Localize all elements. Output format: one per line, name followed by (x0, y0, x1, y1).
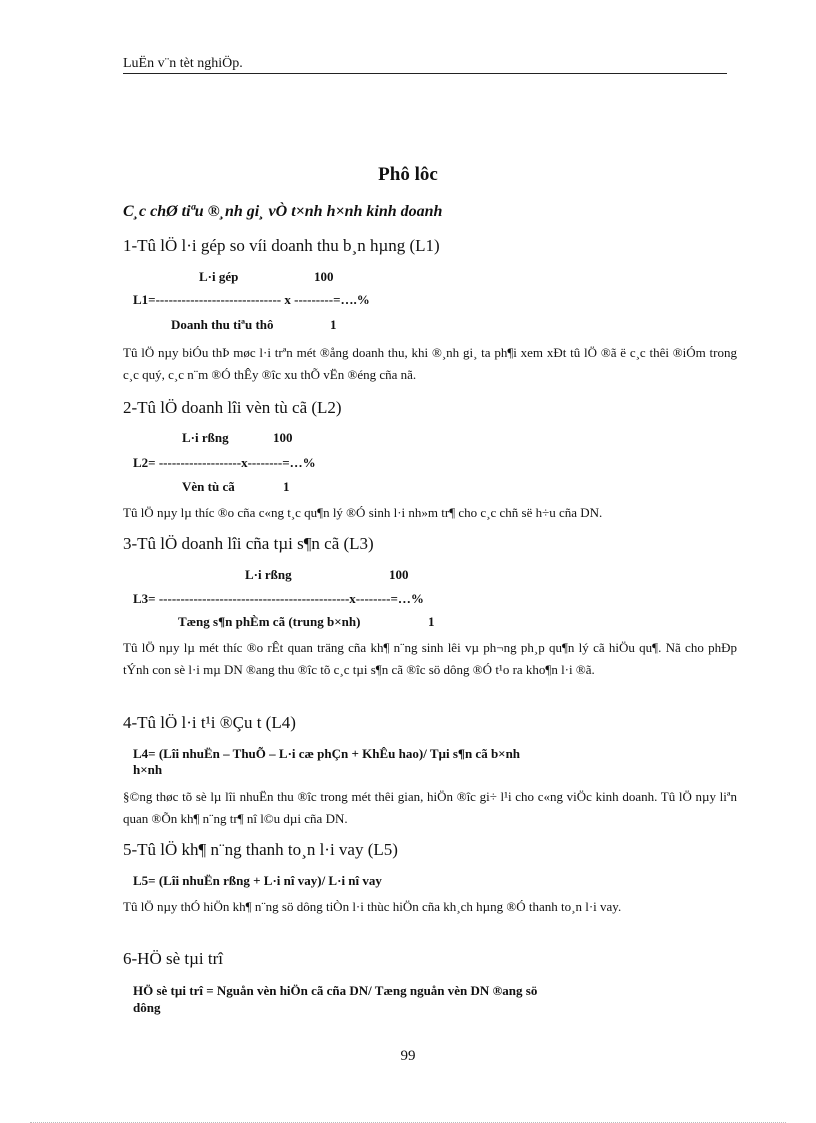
formula-l2-den-factor: 1 (283, 479, 290, 494)
formula-l3-num-factor: 100 (389, 567, 409, 582)
formula-l1-denominator: Doanh thu tiªu thô (171, 317, 274, 332)
paragraph-l1: Tû lÖ nµy biÓu thÞ møc l·i trªn mét ®ång doanh thu, khi ®¸nh gi¸ ta ph¶i xem xÐt tû lÖ ®ã ë c¸c thêi ®iÓm trong c¸c quý, c¸c n¨m ®Ó thÊy ®îc xu thÕ vËn ®éng cña nã. (123, 345, 737, 382)
header-rule (123, 73, 727, 74)
formula-hs-line-1: HÖ sè tµi trî = Nguån vèn hiÖn cã cña DN/ Tæng nguån vèn DN ®ang sö (133, 983, 538, 998)
formula-l1-den-factor: 1 (330, 317, 337, 332)
paragraph-l3: Tû lÖ nµy lµ mét thíc ®o rÊt quan träng cña kh¶ n¨ng sinh lêi vµ ph¬ng ph¸p qu¶n lý cã hiÖu qu¶. Nã cho phÐp tÝnh con sè l·i mµ DN ®ang thu ®îc tõ c¸c tµi s¶n cã ®îc sö dông ®Ó t¹o ra kho¶n l·i ®ã. (123, 640, 737, 677)
formula-l1-numerator: L·i gép (199, 269, 239, 284)
formula-l2-num-factor: 100 (273, 430, 293, 445)
formula-l4-line-1: L4= (Lîi nhuËn – ThuÕ – L·i cæ phÇn + KhÊu hao)/ Tµi s¶n cã b×nh (133, 746, 521, 761)
section-heading-l1: 1-Tû lÖ l·i gép so víi doanh thu b¸n hµng (L1) (123, 236, 440, 255)
formula-l3-den-factor: 1 (428, 614, 435, 629)
page-subtitle: C¸c chØ tiªu ®¸nh gi¸ vÒ t×nh h×nh kinh doanh (123, 203, 443, 220)
formula-l2-numerator: L·i rßng (182, 430, 229, 445)
formula-l2-denominator: Vèn tù cã (182, 479, 235, 494)
paragraph-l2: Tû lÖ nµy lµ thíc ®o cña c«ng t¸c qu¶n lý ®Ó sinh l·i nh»m tr¶ cho c¸c chñ së h÷u cña DN. (123, 505, 603, 520)
section-heading-l5: 5-Tû lÖ kh¶ n¨ng thanh to¸n l·i vay (L5) (123, 840, 398, 859)
section-heading-l3: 3-Tû lÖ doanh lîi cña tµi s¶n cã (L3) (123, 534, 374, 553)
formula-l3-numerator: L·i rßng (245, 567, 292, 582)
section-heading-hs: 6-HÖ sè tµi trî (123, 949, 223, 968)
formula-hs-line-2: dông (133, 1000, 161, 1015)
running-header: LuËn v¨n tèt nghiÖp. (123, 56, 243, 71)
formula-l3-line: L3= --------------------------------------------x--------=…% (133, 591, 424, 606)
formula-l4-line-2: h×nh (133, 762, 163, 777)
page-title: Phô lôc (378, 164, 438, 185)
formula-l5-line: L5= (Lîi nhuËn rßng + L·i nî vay)/ L·i nî vay (133, 873, 382, 888)
formula-l2-line: L2= -------------------x--------=…% (133, 455, 316, 470)
section-heading-l4: 4-Tû lÖ l·i t¹i ®Çu t (L4) (123, 713, 296, 732)
section-heading-l2: 2-Tû lÖ doanh lîi vèn tù cã (L2) (123, 398, 342, 417)
paragraph-l5: Tû lÖ nµy thÓ hiÖn kh¶ n¨ng sö dông tiÒn l·i thùc hiÖn cña kh¸ch hµng ®Ó thanh to¸n l·i vay. (123, 899, 622, 914)
formula-l1-line: L1=----------------------------- x ---------=….% (133, 292, 370, 307)
paragraph-l4: §©ng thøc tõ sè lµ lîi nhuËn thu ®îc trong mét thêi gian, hiÖn ®îc gi÷ l¹i cho c«ng viÖc kinh doanh. Tû lÖ nµy liªn quan ®Õn kh¶ n¨ng tr¶ nî l©u dµi cña DN. (123, 789, 737, 826)
formula-l3-denominator: Tæng s¶n phÈm cã (trung b×nh) (178, 614, 361, 629)
formula-l1-num-factor: 100 (314, 269, 334, 284)
page-number: 99 (400, 1048, 416, 1064)
